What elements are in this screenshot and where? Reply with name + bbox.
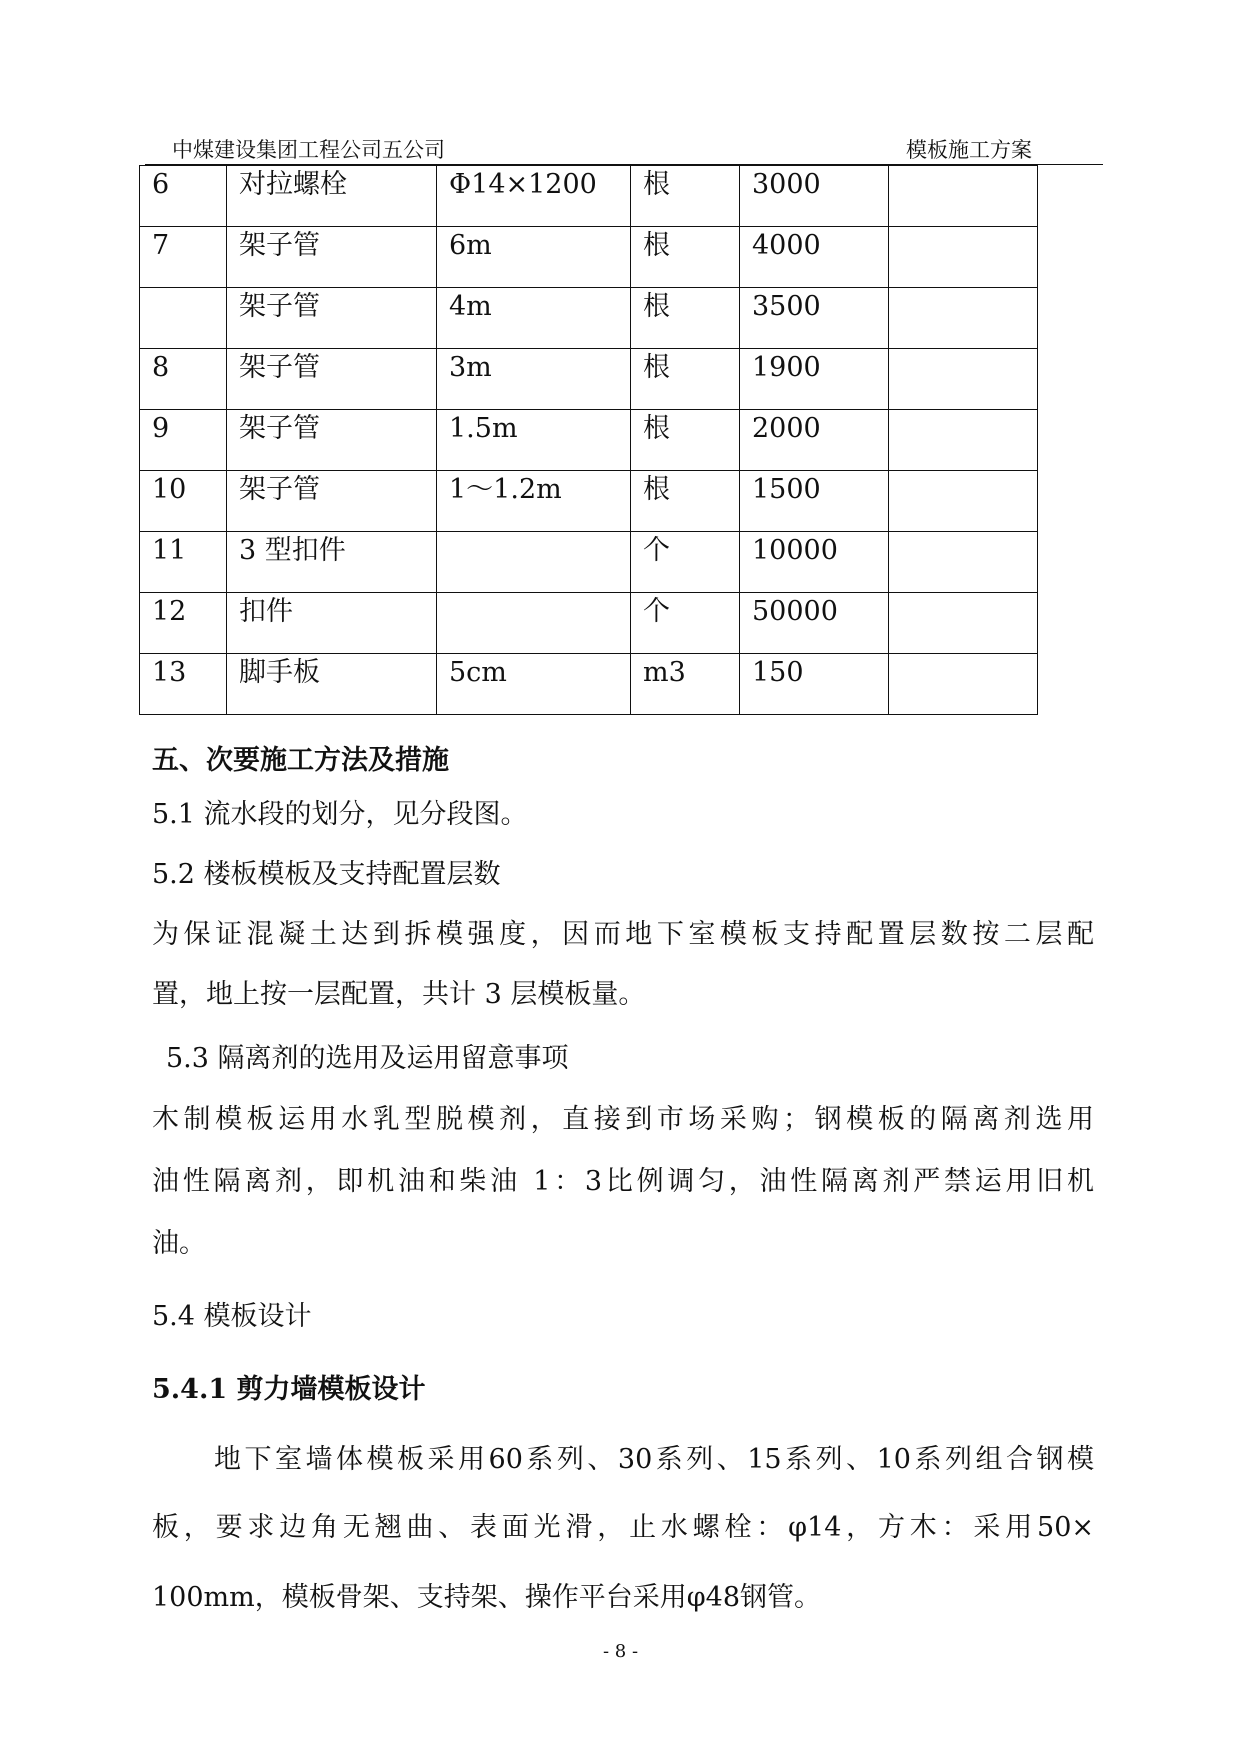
table-cell: 架子管	[227, 288, 437, 349]
table-cell: 对拉螺栓	[227, 166, 437, 227]
table-cell: Φ14×1200	[437, 166, 631, 227]
table-cell	[889, 593, 1038, 654]
table-cell: 10000	[740, 532, 889, 593]
table-cell: 根	[631, 288, 740, 349]
materials-table	[139, 165, 1038, 715]
table-cell: 根	[631, 227, 740, 288]
table-cell: 4000	[740, 227, 889, 288]
table-row	[140, 349, 1038, 410]
table-row	[140, 471, 1038, 532]
table-cell	[889, 349, 1038, 410]
table-cell: 3 型扣件	[227, 532, 437, 593]
table-cell: 3000	[740, 166, 889, 227]
table-cell: 1500	[740, 471, 889, 532]
table-cell: 1.5m	[437, 410, 631, 471]
table-cell: 架子管	[227, 410, 437, 471]
table-cell	[889, 532, 1038, 593]
table-cell: 7	[140, 227, 227, 288]
table-cell: 1～1.2m	[437, 471, 631, 532]
table-cell: 根	[631, 471, 740, 532]
table-cell	[889, 410, 1038, 471]
table-cell: 13	[140, 654, 227, 715]
table-cell: 脚手板	[227, 654, 437, 715]
table-cell: 个	[631, 532, 740, 593]
heading-5-1: 5.1 流水段的划分，见分段图。	[152, 799, 528, 830]
table-cell	[437, 532, 631, 593]
paragraph-line: 地下室墙体模板采用60系列、30系列、15系列、10系列组合钢模	[214, 1444, 1094, 1475]
paragraph-line: 100mm，模板骨架、支持架、操作平台采用φ48钢管。	[152, 1582, 822, 1613]
table-cell	[889, 654, 1038, 715]
table-cell: 根	[631, 410, 740, 471]
table-cell: 10	[140, 471, 227, 532]
table-cell	[889, 227, 1038, 288]
table-cell: 架子管	[227, 227, 437, 288]
table-cell: 3500	[740, 288, 889, 349]
table-cell: 根	[631, 349, 740, 410]
paragraph-line: 油性隔离剂，即机油和柴油 1：3比例调匀，油性隔离剂严禁运用旧机	[152, 1166, 1094, 1197]
table-cell: m3	[631, 654, 740, 715]
table-cell: 根	[631, 166, 740, 227]
table-row	[140, 166, 1038, 227]
table-cell: 个	[631, 593, 740, 654]
table-cell: 扣件	[227, 593, 437, 654]
paragraph-line: 为保证混凝土达到拆模强度，因而地下室模板支持配置层数按二层配	[152, 919, 1094, 950]
table-cell: 架子管	[227, 349, 437, 410]
table-row	[140, 532, 1038, 593]
paragraph-line: 置，地上按一层配置，共计 3 层模板量。	[152, 979, 646, 1010]
table-cell: 6m	[437, 227, 631, 288]
paragraph-line: 板，要求边角无翘曲、表面光滑，止水螺栓：φ14，方木：采用50×	[152, 1512, 1094, 1543]
header-doc-title: 模板施工方案	[906, 138, 1032, 162]
table-cell: 4m	[437, 288, 631, 349]
table-row	[140, 227, 1038, 288]
table-cell	[889, 288, 1038, 349]
table-cell: 150	[740, 654, 889, 715]
table-cell: 5cm	[437, 654, 631, 715]
table-row	[140, 288, 1038, 349]
table-cell: 3m	[437, 349, 631, 410]
table-cell	[889, 166, 1038, 227]
table-cell	[140, 288, 227, 349]
table-cell: 6	[140, 166, 227, 227]
table-cell	[437, 593, 631, 654]
table-cell	[889, 471, 1038, 532]
table-cell: 2000	[740, 410, 889, 471]
header-company: 中煤建设集团工程公司五公司	[172, 138, 445, 162]
table-cell: 1900	[740, 349, 889, 410]
table-cell: 50000	[740, 593, 889, 654]
table-row	[140, 654, 1038, 715]
paragraph-line: 油。	[152, 1228, 206, 1259]
table-row	[140, 410, 1038, 471]
table-cell: 9	[140, 410, 227, 471]
heading-5-3: 5.3 隔离剂的选用及运用留意事项	[166, 1043, 569, 1074]
page-header	[152, 134, 1032, 166]
heading-5-4: 5.4 模板设计	[152, 1301, 312, 1332]
table-cell: 11	[140, 532, 227, 593]
section-title: 五、次要施工方法及措施	[152, 745, 449, 776]
table-cell: 架子管	[227, 471, 437, 532]
paragraph-line: 木制模板运用水乳型脱模剂，直接到市场采购；钢模板的隔离剂选用	[152, 1104, 1094, 1135]
table-cell: 12	[140, 593, 227, 654]
table-row	[140, 593, 1038, 654]
heading-5-2: 5.2 楼板模板及支持配置层数	[152, 859, 501, 890]
heading-5-4-1: 5.4.1 剪力墙模板设计	[152, 1374, 426, 1405]
page-number: - 8 -	[602, 1641, 639, 1662]
table-cell: 8	[140, 349, 227, 410]
